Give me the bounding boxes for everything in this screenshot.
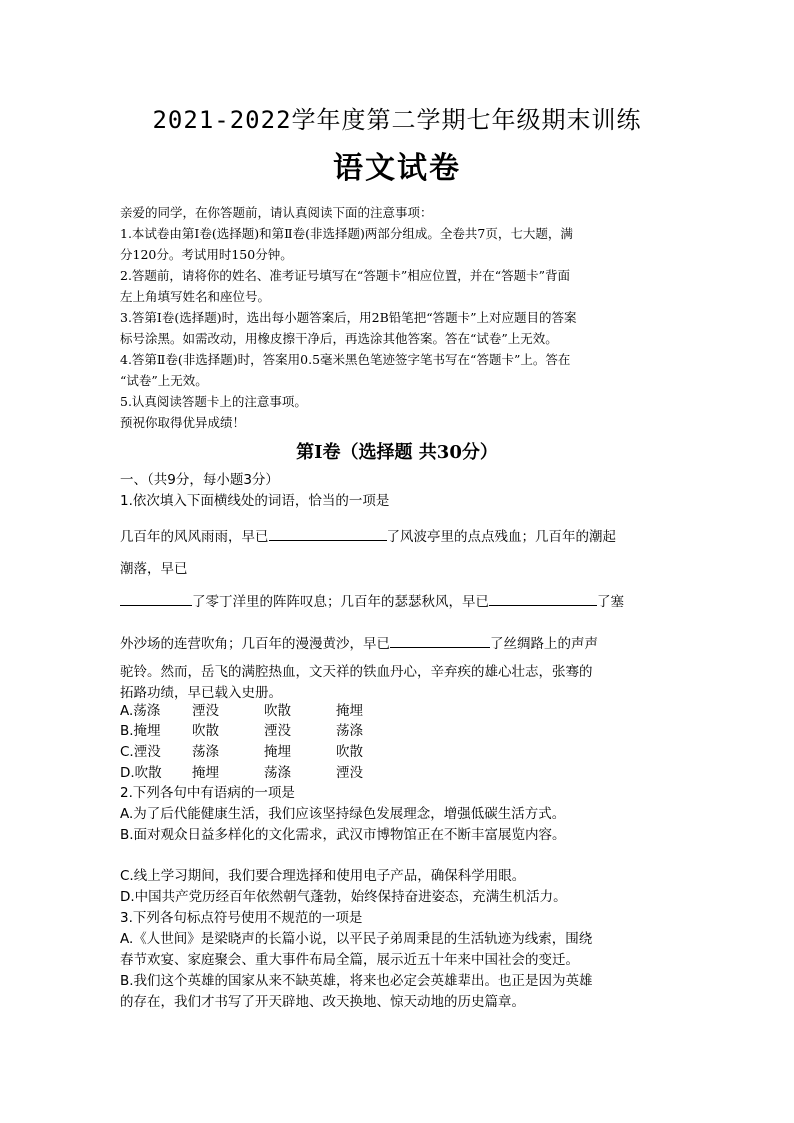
option-word: 吹散 <box>264 703 291 719</box>
section-heading: 第Ⅰ卷（选择题 共30分） <box>296 442 498 463</box>
option-word: 荡涤 <box>264 765 291 781</box>
q1-text: 了丝绸路上的声声 <box>490 636 598 652</box>
q1-passage-line: 驼铃。然而，岳飞的满腔热血，文天祥的铁血丹心，辛弃疾的雄心壮志，张骞的 <box>120 664 593 680</box>
notice-line: “试卷”上无效。 <box>120 373 208 388</box>
option-word: A.荡涤 <box>120 703 161 719</box>
q2-option-a[interactable]: A.为了后代能健康生活，我们应该坚持绿色发展理念，增强低碳生活方式。 <box>120 806 566 822</box>
notice-line: 左上角填写姓名和座位号。 <box>120 289 271 304</box>
q1-text: 几百年的风风雨雨，早已 <box>120 529 269 545</box>
q3-option-b-cont: 的存在，我们才书写了开天辟地、改天换地、惊天动地的历史篇章。 <box>120 994 525 1010</box>
exam-subtitle: 语文试卷 <box>333 151 461 186</box>
answer-blank[interactable] <box>120 591 192 606</box>
part-heading: 一、（共9分，每小题3分） <box>120 472 279 488</box>
option-word: 湮没 <box>336 765 363 781</box>
notice-line: 1.本试卷由第Ⅰ卷(选择题)和第Ⅱ卷(非选择题)两部分组成。全卷共7页，七大题，满 <box>120 226 573 241</box>
q1-passage-line <box>120 590 680 610</box>
option-word: 荡涤 <box>336 723 363 739</box>
option-word: 吹散 <box>336 744 363 760</box>
q3-stem: 3.下列各句标点符号使用不规范的一项是 <box>120 910 363 926</box>
q1-stem: 1.依次填入下面横线处的词语，恰当的一项是 <box>120 493 390 509</box>
option-word: 掩埋 <box>264 744 291 760</box>
option-word: 湮没 <box>264 723 291 739</box>
option-word: C.湮没 <box>120 744 161 760</box>
q1-passage-line <box>120 632 680 652</box>
exam-title: 2021-2022学年度第二学期七年级期末训练 <box>152 106 642 134</box>
notice-line: 4.答第Ⅱ卷(非选择题)时，答案用0.5毫米黑色笔迹签字笔书写在“答题卡”上。答在 <box>120 352 571 367</box>
notice-line: 标号涂黑。如需改动，用橡皮擦干净后，再选涂其他答案。答在“试卷”上无效。 <box>120 331 558 346</box>
q1-text: 了零丁洋里的阵阵叹息；几百年的瑟瑟秋风，早已 <box>192 594 489 610</box>
q1-option-row[interactable] <box>120 763 408 784</box>
q1-passage-line: 潮落，早已 <box>120 561 188 577</box>
q1-text: 了塞 <box>597 594 624 610</box>
option-word: 吹散 <box>192 723 219 739</box>
q3-option-a-cont: 春节欢宴、家庭聚会、重大事件布局全篇，展示近五十年来中国社会的变迁。 <box>120 952 579 968</box>
notice-line: 亲爱的同学，在你答题前，请认真阅读下面的注意事项： <box>120 205 433 220</box>
notice-line: 3.答第Ⅰ卷(选择题)时，选出每小题答案后，用2B铅笔把“答题卡”上对应题目的答案 <box>120 310 577 325</box>
q1-option-row[interactable] <box>120 721 408 742</box>
notice-line: 5.认真阅读答题卡上的注意事项。 <box>120 394 307 409</box>
answer-blank[interactable] <box>269 526 387 541</box>
notice-line: 预祝你取得优异成绩！ <box>120 415 246 430</box>
q1-text: 了风波亭里的点点残血；几百年的潮起 <box>386 529 616 545</box>
option-word: 荡涤 <box>192 744 219 760</box>
notice-block <box>120 202 680 433</box>
q2-option-c[interactable]: C.线上学习期间，我们要合理选择和使用电子产品，确保科学用眼。 <box>120 868 526 884</box>
q2-option-b[interactable]: B.面对观众日益多样化的文化需求，武汉市博物馆正在不断丰富展览内容。 <box>120 827 566 843</box>
q3-option-b[interactable]: B.我们这个英雄的国家从来不缺英雄，将来也必定会英雄辈出。也正是因为英雄 <box>120 973 593 989</box>
option-word: 掩埋 <box>192 765 219 781</box>
q1-passage-line: 拓路功绩，早已载入史册。 <box>120 685 282 701</box>
notice-line: 2.答题前，请将你的姓名、准考证号填写在“答题卡”相应位置，并在“答题卡”背面 <box>120 268 570 283</box>
q3-option-a[interactable]: A.《人世间》是梁晓声的长篇小说，以平民子弟周秉昆的生活轨迹为线索，围绕 <box>120 931 593 947</box>
q1-option-row[interactable] <box>120 701 408 722</box>
q1-option-row[interactable] <box>120 742 408 763</box>
answer-blank[interactable] <box>489 591 597 606</box>
answer-blank[interactable] <box>390 633 490 648</box>
q1-text: 外沙场的连营吹角；几百年的漫漫黄沙，早已 <box>120 636 390 652</box>
notice-line: 分120分。考试用时150分钟。 <box>120 247 293 262</box>
option-word: B.掩埋 <box>120 723 161 739</box>
q2-option-d[interactable]: D.中国共产党历经百年依然朝气蓬勃，始终保持奋进姿态，充满生机活力。 <box>120 889 567 905</box>
option-word: 湮没 <box>192 703 219 719</box>
q1-passage-line <box>120 525 680 545</box>
option-word: 掩埋 <box>336 703 363 719</box>
option-word: D.吹散 <box>120 765 162 781</box>
q2-stem: 2.下列各句中有语病的一项是 <box>120 785 295 801</box>
